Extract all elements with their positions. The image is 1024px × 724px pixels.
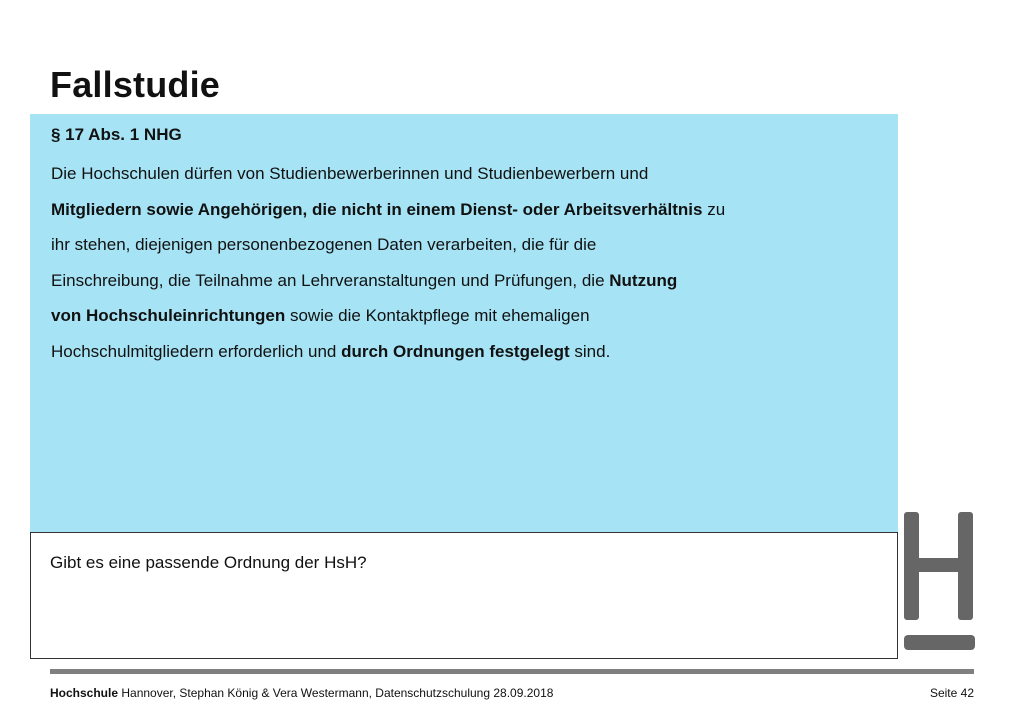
footer-institution: Hochschule [50, 686, 119, 700]
section-heading: § 17 Abs. 1 NHG [51, 125, 182, 144]
text-segment: sowie die Kontaktpflege mit ehemaligen [285, 306, 590, 325]
text-line [51, 334, 881, 370]
question-text: Gibt es eine passende Ordnung der HsH? [50, 553, 367, 572]
bold-text-segment: von Hochschuleinrichtungen [51, 306, 286, 325]
text-segment: Die Hochschulen dürfen von Studienbewerberinnen und Studienbewerbern und [51, 164, 649, 183]
page-number: Seite 42 [929, 686, 974, 700]
footer-citation [50, 686, 553, 700]
text-segment: zu [702, 199, 726, 219]
text-line [51, 156, 881, 192]
text-segment: Hochschulmitgliedern erforderlich und [51, 341, 342, 361]
text-segment: Einschreibung, die Teilnahme an Lehrveranstaltungen und Prüfungen, die [51, 270, 610, 290]
bold-text-segment: durch Ordnungen festgelegt [341, 341, 570, 361]
footer-details: Hannover, Stephan König & Vera Westermann, Datenschutzschulung 28.09.2018 [118, 686, 554, 700]
slide-title: Fallstudie [50, 64, 221, 105]
text-line [51, 298, 881, 334]
footer-rule [50, 669, 974, 674]
text-line [51, 192, 881, 228]
law-text-paragraph [51, 156, 881, 369]
question-box [30, 532, 898, 659]
text-line [51, 263, 881, 299]
bold-text-segment: Mitgliedern sowie Angehörigen, die nicht in einem Dienst- oder Arbeitsverhältnis [51, 199, 703, 219]
text-line [51, 227, 881, 263]
text-segment: sind. [569, 341, 611, 361]
hsh-logo-icon [902, 512, 976, 652]
text-segment: ihr stehen, diejenigen personenbezogenen Daten verarbeiten, die für die [51, 235, 597, 254]
bold-text-segment: Nutzung [609, 270, 678, 290]
